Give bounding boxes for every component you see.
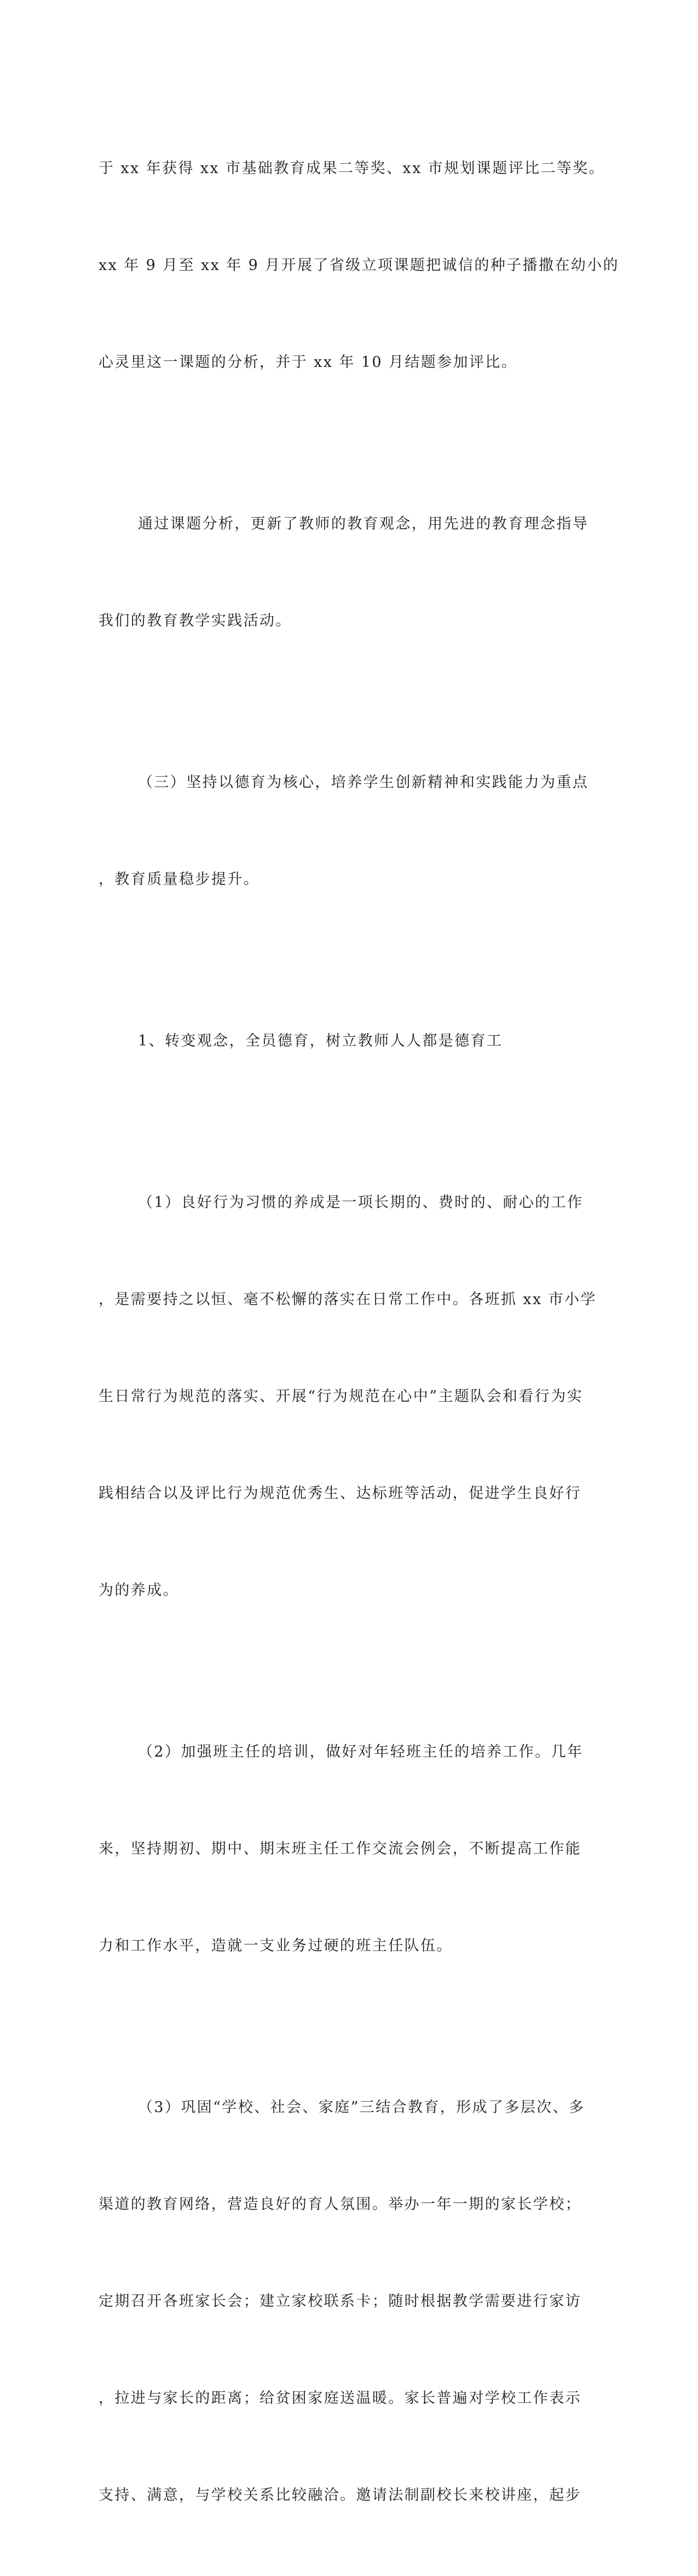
- section-heading-moral-education: [99, 702, 589, 960]
- text-line: （1）良好行为习惯的养成是一项长期的、费时的、耐心的工作: [138, 1194, 584, 1211]
- subheading-change-concepts: [99, 960, 564, 1122]
- text-line: 渠道的教育网络，营造良好的育人氛围。举办一年一期的家长学校；: [99, 2196, 581, 2213]
- text-line: （3）巩固“学校、社会、家庭”三结合教育，形成了多层次、多: [138, 2099, 585, 2116]
- text-line: 践相结合以及评比行为规范优秀生、达标班等活动，促进学生良好行: [99, 1485, 581, 1502]
- paragraph-item-3-home-school: [99, 2027, 585, 2576]
- text-line: 来，坚持期初、期中、期末班主任工作交流会例会，不断提高工作能: [99, 1840, 581, 1857]
- text-line: 于 xx 年获得 xx 市基础教育成果二等奖、xx 市规划课题评比二等奖。: [99, 160, 605, 177]
- text-line: xx 年 9 月至 xx 年 9 月开展了省级立项课题把诚信的种子播撒在幼小的: [99, 257, 619, 274]
- text-line: （2）加强班主任的培训，做好对年轻班主任的培养工作。几年: [138, 1743, 584, 1760]
- text-line: 力和工作水平，造就一支业务过硬的班主任队伍。: [99, 1937, 453, 1954]
- text-line: 支持、满意，与学校关系比较融洽。邀请法制副校长来校讲座，起步: [99, 2487, 581, 2504]
- paragraph-research-analysis: [99, 443, 589, 702]
- paragraph-item-1-habits: [99, 1122, 597, 1671]
- text-line: ，教育质量稳步提升。: [99, 871, 259, 888]
- text-line: 心灵里这一课题的分析，并于 xx 年 10 月结题参加评比。: [99, 354, 518, 371]
- text-line: ，是需要持之以恒、毫不松懈的落实在日常工作中。各班抓 xx 市小学: [99, 1291, 597, 1308]
- text-line: 生日常行为规范的落实、开展“行为规范在心中”主题队会和看行为实: [99, 1388, 584, 1405]
- paragraph-research-awards: [99, 88, 619, 443]
- document-body: [99, 88, 619, 2576]
- text-line: 我们的教育教学实践活动。: [99, 612, 292, 629]
- text-line: 定期召开各班家长会；建立家校联系卡；随时根据教学需要进行家访: [99, 2293, 581, 2310]
- text-line: （三）坚持以德育为核心，培养学生创新精神和实践能力为重点: [138, 774, 589, 791]
- text-line: 为的养成。: [99, 1582, 179, 1599]
- paragraph-item-2-teacher-training: [99, 1671, 584, 2027]
- text-line: ，拉进与家长的距离；给贫困家庭送温暖。家长普遍对学校工作表示: [99, 2390, 581, 2407]
- text-line: 通过课题分析，更新了教师的教育观念，用先进的教育理念指导: [138, 515, 589, 532]
- text-line: 1、转变观念，全员德育，树立教师人人都是德育工: [138, 1032, 503, 1049]
